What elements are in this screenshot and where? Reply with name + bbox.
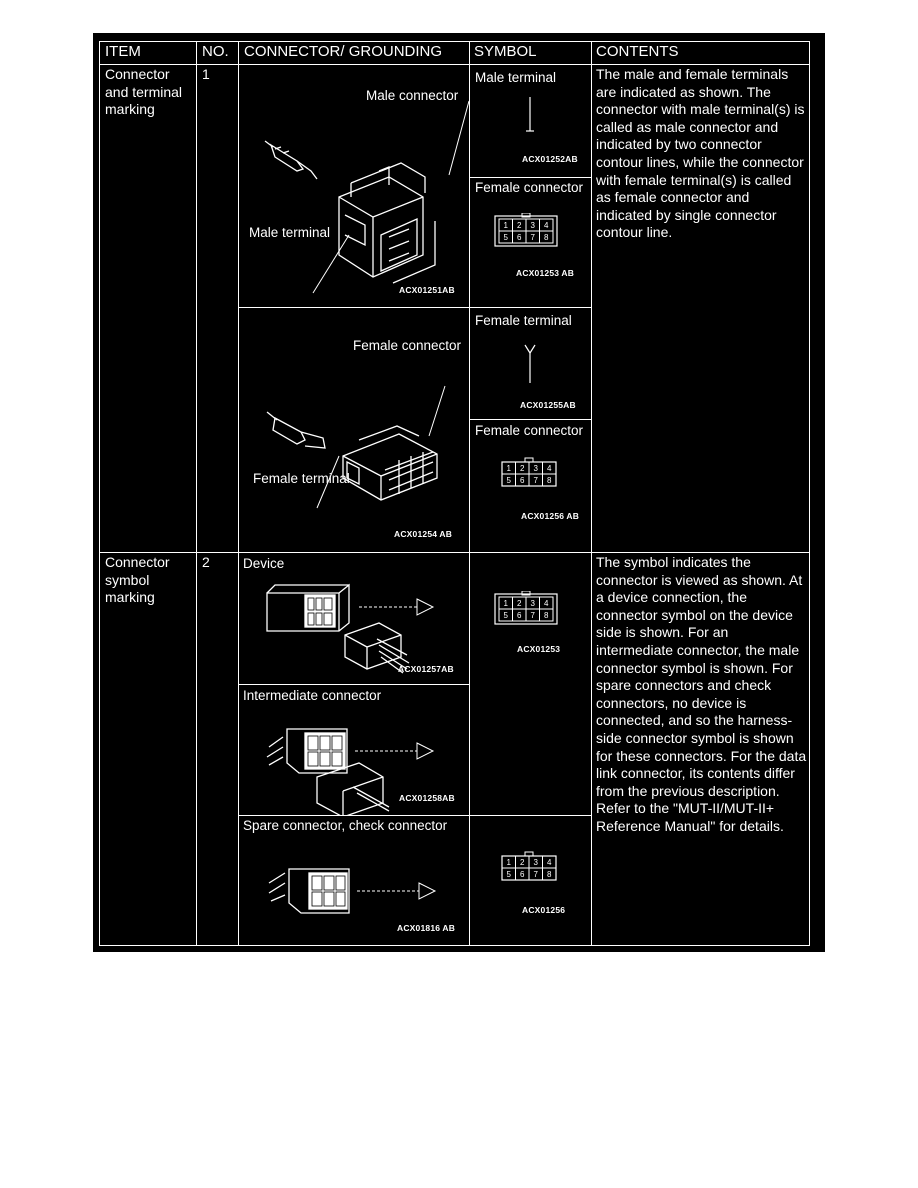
header-symbol: SYMBOL	[474, 43, 537, 60]
svg-text:2: 2	[519, 858, 525, 867]
svg-text:4: 4	[543, 599, 549, 608]
row1-contents: The male and female terminals are indicated as shown. The connector with male terminal(s) is called as male connector and indicated by two connector contour lines, while the connector with female terminal(s) is called as female connector and indicated by single connector contour line.	[596, 66, 805, 241]
svg-text:5: 5	[506, 870, 511, 879]
spare-connector-symbol	[498, 851, 562, 885]
pin-4: 4	[543, 221, 549, 230]
female-connector-label: Female connector	[353, 338, 462, 353]
intermediate-label: Intermediate connector	[243, 688, 382, 703]
header-connector: CONNECTOR/ GROUNDING	[244, 43, 443, 60]
svg-text:3: 3	[530, 599, 535, 608]
svg-text:1: 1	[506, 464, 511, 473]
male-connector-label: Male connector	[366, 88, 459, 103]
pin-2: 2	[516, 221, 522, 230]
row2-symbol-sep	[469, 815, 592, 816]
female-connector-symbol-1	[493, 213, 563, 249]
male-terminal-label: Male terminal	[249, 225, 331, 240]
svg-text:6: 6	[519, 476, 525, 485]
female-connector-symbol-2	[498, 457, 562, 491]
device-connector-symbol	[493, 591, 563, 627]
symbol-female-connector-2-label: Female connector	[475, 423, 584, 438]
row-separator	[99, 552, 810, 553]
symbol-male-terminal-label: Male terminal	[475, 70, 557, 85]
female-terminal-label: Female terminal	[253, 471, 350, 486]
row1-item: Connector and terminal marking	[105, 66, 183, 118]
symbol-female-connector-2-code: ACX01256 AB	[521, 511, 580, 521]
svg-text:8: 8	[546, 476, 552, 485]
svg-text:6: 6	[516, 611, 522, 620]
table-border-right	[809, 41, 810, 946]
svg-text:1: 1	[506, 858, 511, 867]
female-figure-code: ACX01254 AB	[394, 529, 453, 539]
svg-text:2: 2	[519, 464, 525, 473]
pin-5: 5	[503, 233, 508, 242]
header-no: NO.	[202, 43, 229, 60]
pin-3: 3	[530, 221, 535, 230]
header-contents: CONTENTS	[596, 43, 679, 60]
device-symbol-code: ACX01253	[517, 644, 561, 654]
symbol-female-connector-1-label: Female connector	[475, 180, 584, 195]
spare-symbol-code: ACX01256	[522, 905, 566, 915]
female-terminal-symbol	[470, 341, 590, 391]
table-border-left	[99, 41, 100, 946]
svg-text:6: 6	[519, 870, 525, 879]
svg-text:3: 3	[533, 464, 538, 473]
table-border-top	[99, 41, 810, 42]
intermediate-code: ACX01258AB	[399, 793, 455, 803]
device-label: Device	[243, 556, 285, 571]
row1-symbol-sep-b	[469, 419, 592, 420]
row2-sep-a	[238, 684, 470, 685]
svg-text:7: 7	[530, 611, 535, 620]
row2-contents: The symbol indicates the connector is viewed as shown. At a device connection, the connector symbol on the device side is shown. For an intermediate connector, the male connector symbol is shown. For spare connectors and check connectors, no device is connected, and so the harness-side connector symbol is shown for these connectors. For the data link connector, its contents differ from the previous description. Refer to the "MUT-II/MUT-II+ Reference Manual" for details.	[596, 554, 807, 834]
spare-label: Spare connector, check connector	[243, 818, 448, 833]
male-figure-code: ACX01251AB	[399, 285, 455, 295]
spare-code: ACX01816 AB	[397, 923, 456, 933]
pin-6: 6	[516, 233, 522, 242]
connector-symbol-table	[93, 33, 825, 952]
svg-text:5: 5	[506, 476, 511, 485]
table-border-bottom	[99, 945, 810, 946]
symbol-female-connector-1-code: ACX01253 AB	[516, 268, 575, 278]
male-connector-illustration	[239, 65, 469, 307]
pin-1: 1	[503, 221, 508, 230]
svg-text:2: 2	[516, 599, 522, 608]
symbol-female-terminal-label: Female terminal	[475, 313, 572, 328]
svg-text:7: 7	[533, 870, 538, 879]
device-code: ACX01257AB	[398, 664, 454, 674]
svg-text:8: 8	[546, 870, 552, 879]
pin-7: 7	[530, 233, 535, 242]
row1-symbol-sep-a	[469, 177, 592, 178]
symbol-male-terminal-code: ACX01252AB	[522, 154, 578, 164]
pin-8: 8	[543, 233, 549, 242]
row2-no: 2	[202, 554, 210, 570]
svg-text:5: 5	[503, 611, 508, 620]
svg-text:3: 3	[533, 858, 538, 867]
symbol-female-terminal-code: ACX01255AB	[520, 400, 576, 410]
row2-sep-b	[238, 815, 470, 816]
header-item: ITEM	[105, 43, 141, 60]
row2-item: Connector symbol marking	[105, 554, 170, 606]
svg-text:7: 7	[533, 476, 538, 485]
row1-no: 1	[202, 66, 210, 82]
svg-text:4: 4	[546, 858, 552, 867]
svg-text:8: 8	[543, 611, 549, 620]
female-connector-illustration	[239, 308, 469, 552]
svg-text:4: 4	[546, 464, 552, 473]
svg-text:1: 1	[503, 599, 508, 608]
col-sep-1	[196, 41, 197, 946]
